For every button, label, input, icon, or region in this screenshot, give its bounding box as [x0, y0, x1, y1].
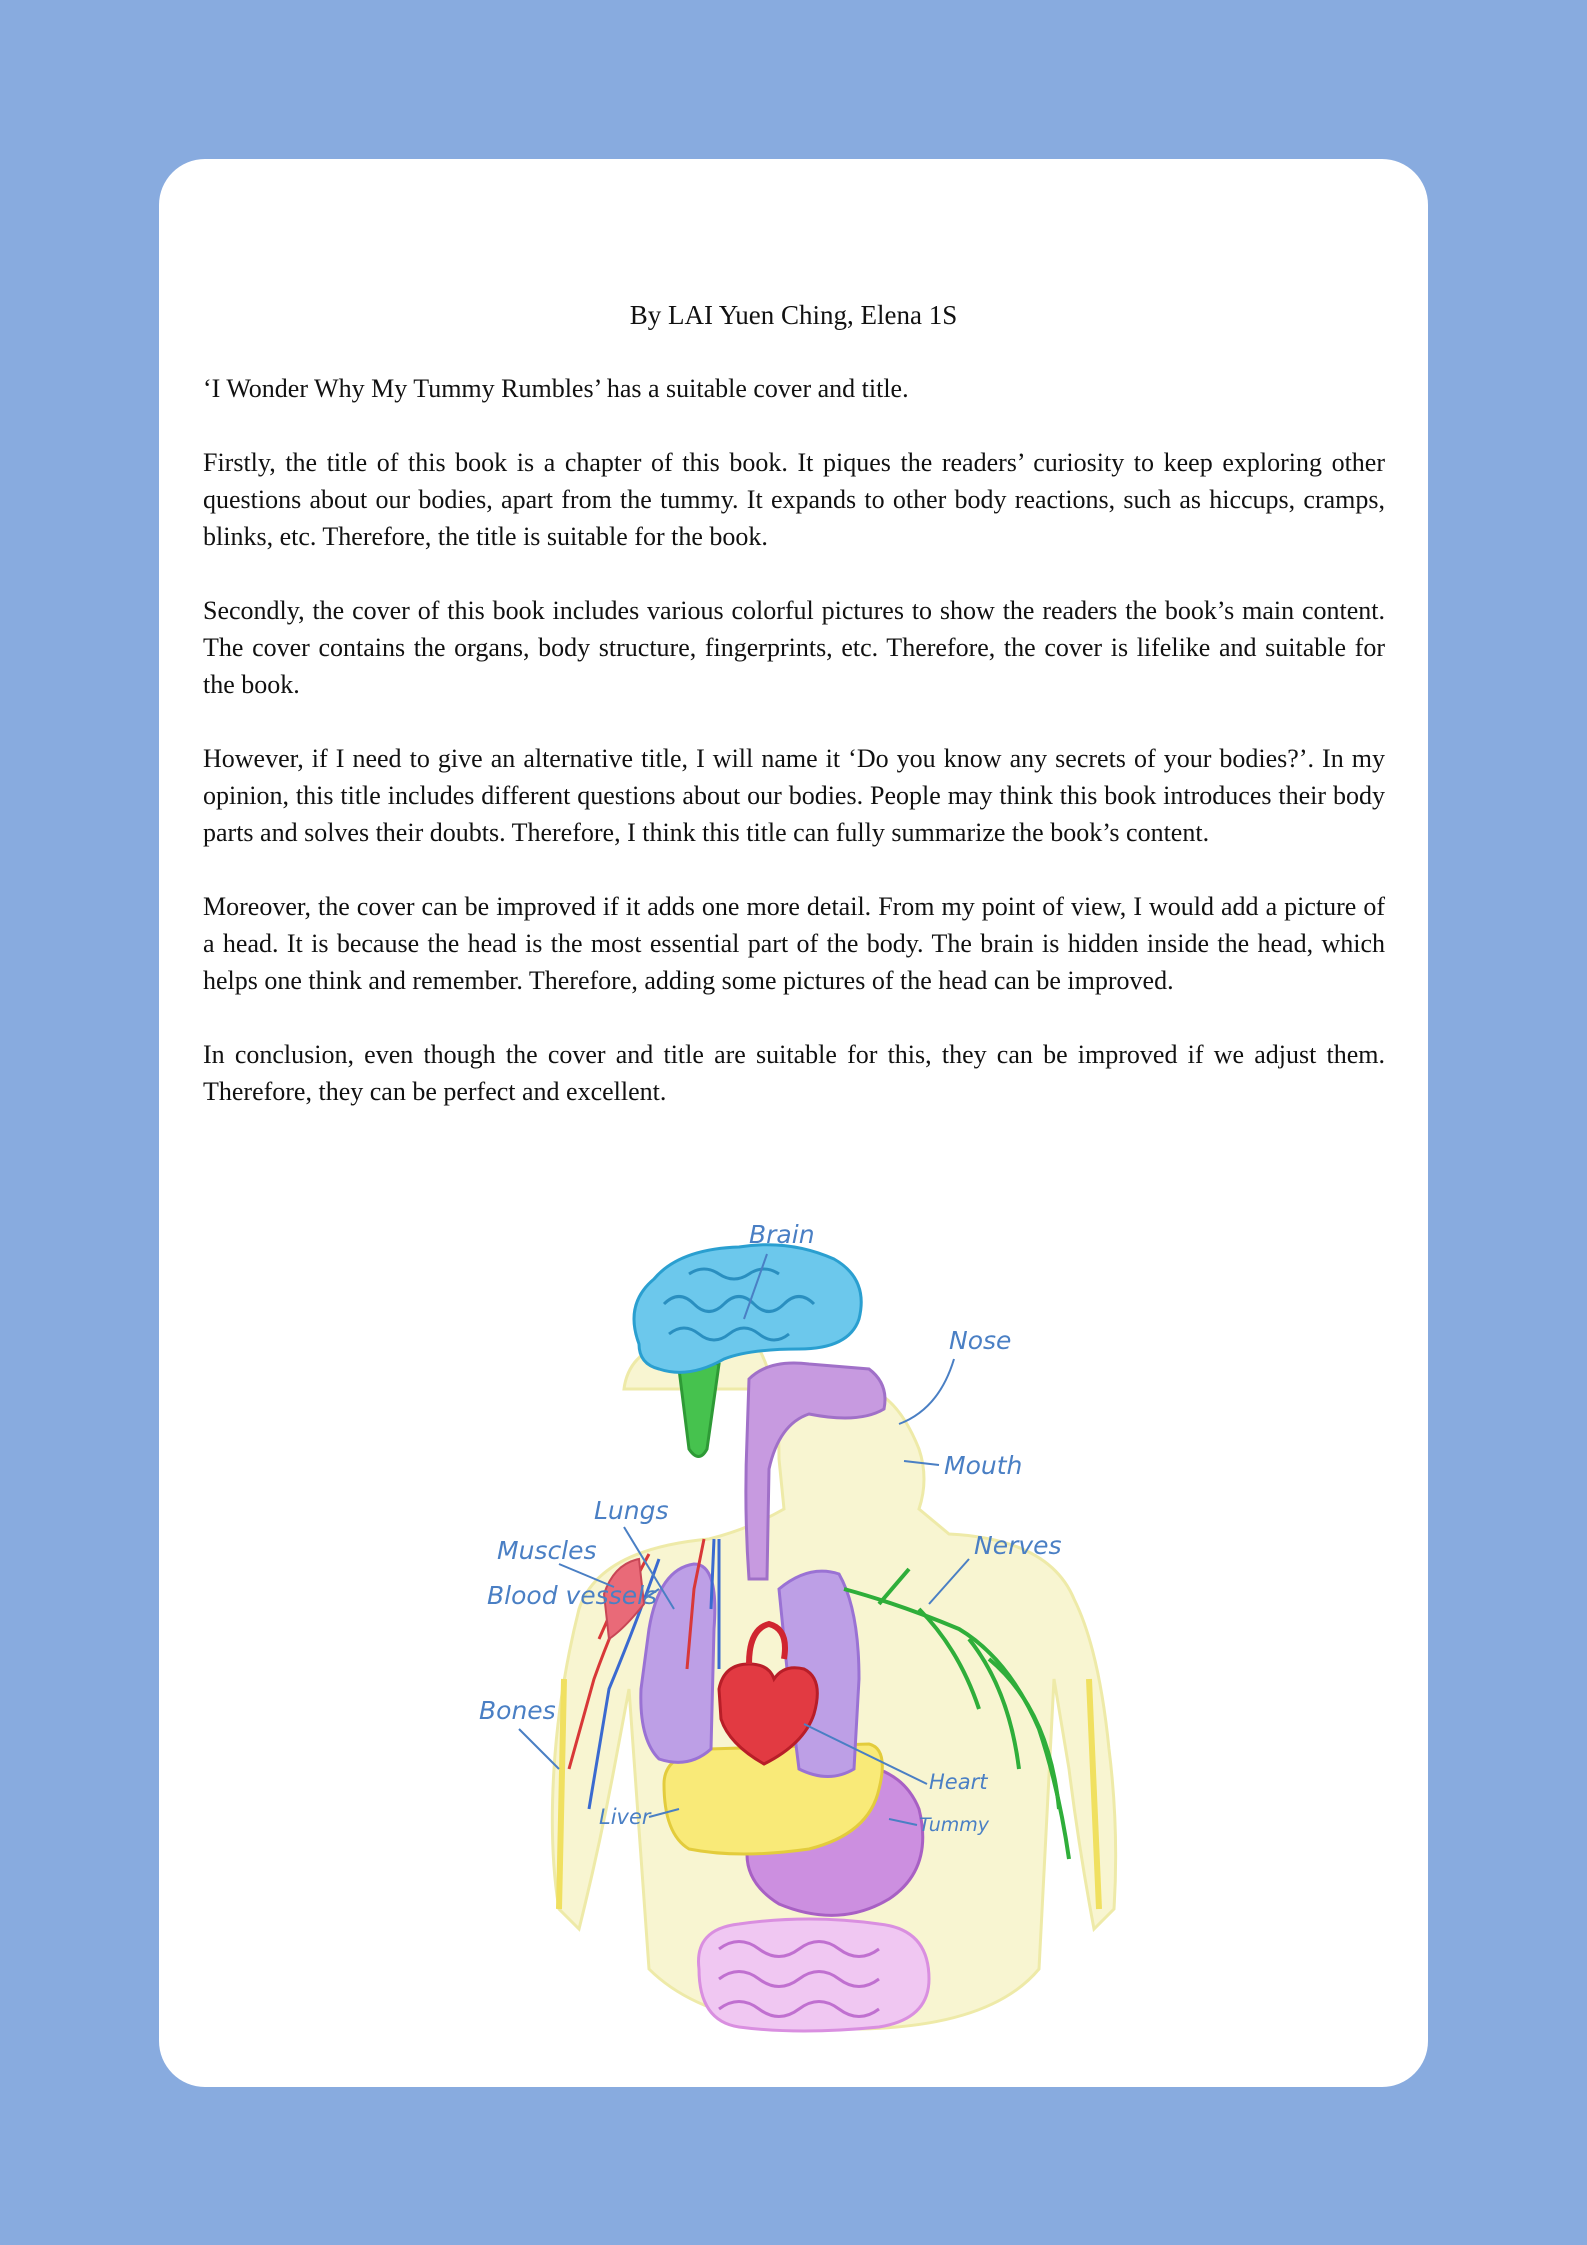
svg-text:Mouth: Mouth — [944, 1451, 1023, 1480]
essay-paragraph-title: Firstly, the title of this book is a chapter of this book. It piques the readers’ curiosity to keep exploring other questions about our bodies, apart from the tummy. It expands to other body reactions, such as hiccups, cramps, blinks, etc. Therefore, the title is suitable for the book. — [203, 448, 1385, 551]
label-bones — [479, 1696, 559, 1769]
essay-paragraph-intro: ‘I Wonder Why My Tummy Rumbles’ has a suitable cover and title. — [203, 374, 909, 403]
svg-text:Bones: Bones — [479, 1696, 556, 1725]
svg-text:Liver: Liver — [599, 1805, 651, 1829]
intestines-shape — [699, 1919, 930, 2031]
essay-card — [159, 159, 1428, 2087]
author-line: By LAI Yuen Ching, Elena 1S — [629, 300, 958, 330]
svg-text:Muscles: Muscles — [497, 1536, 597, 1565]
svg-text:Nose: Nose — [949, 1326, 1012, 1355]
svg-text:Blood vessels: Blood vessels — [487, 1581, 658, 1610]
brain-stem-shape — [679, 1362, 719, 1456]
essay-paragraph-conclusion: In conclusion, even though the cover and title are suitable for this, they can be improved if we adjust them. Therefore, they can be perfect and excellent. — [203, 1040, 1385, 1106]
essay-paragraph-alternative-title: However, if I need to give an alternative title, I will name it ‘Do you know any secrets of your bodies?’. In my opinion, this title includes different questions about our bodies. People may think this book introduces their body parts and solves their doubts. Therefore, I think this title can fully summarize the book’s content. — [203, 744, 1385, 847]
svg-text:Nerves: Nerves — [974, 1531, 1062, 1560]
label-blood-vessels — [487, 1581, 659, 1610]
essay-paragraph-improvement: Moreover, the cover can be improved if it adds one more detail. From my point of view, I would add a picture of a head. It is because the head is the most essential part of the body. The brain is hidden inside the head, which helps one think and remember. Therefore, adding some pictures of the head can be improved. — [203, 892, 1385, 995]
label-muscles — [497, 1536, 614, 1587]
essay-body — [203, 370, 1385, 1147]
svg-text:Heart: Heart — [929, 1770, 988, 1794]
essay-paragraph-cover: Secondly, the cover of this book includes various colorful pictures to show the readers the book’s main content. The cover contains the organs, body structure, fingerprints, etc. Therefore, the cover is lifelike and suitable for the book. — [203, 596, 1385, 699]
svg-text:Lungs: Lungs — [594, 1496, 669, 1525]
svg-text:Brain: Brain — [749, 1220, 815, 1249]
svg-text:Tummy: Tummy — [919, 1814, 989, 1836]
body-anatomy-drawing — [449, 1209, 1209, 2079]
label-nose — [899, 1326, 1011, 1424]
